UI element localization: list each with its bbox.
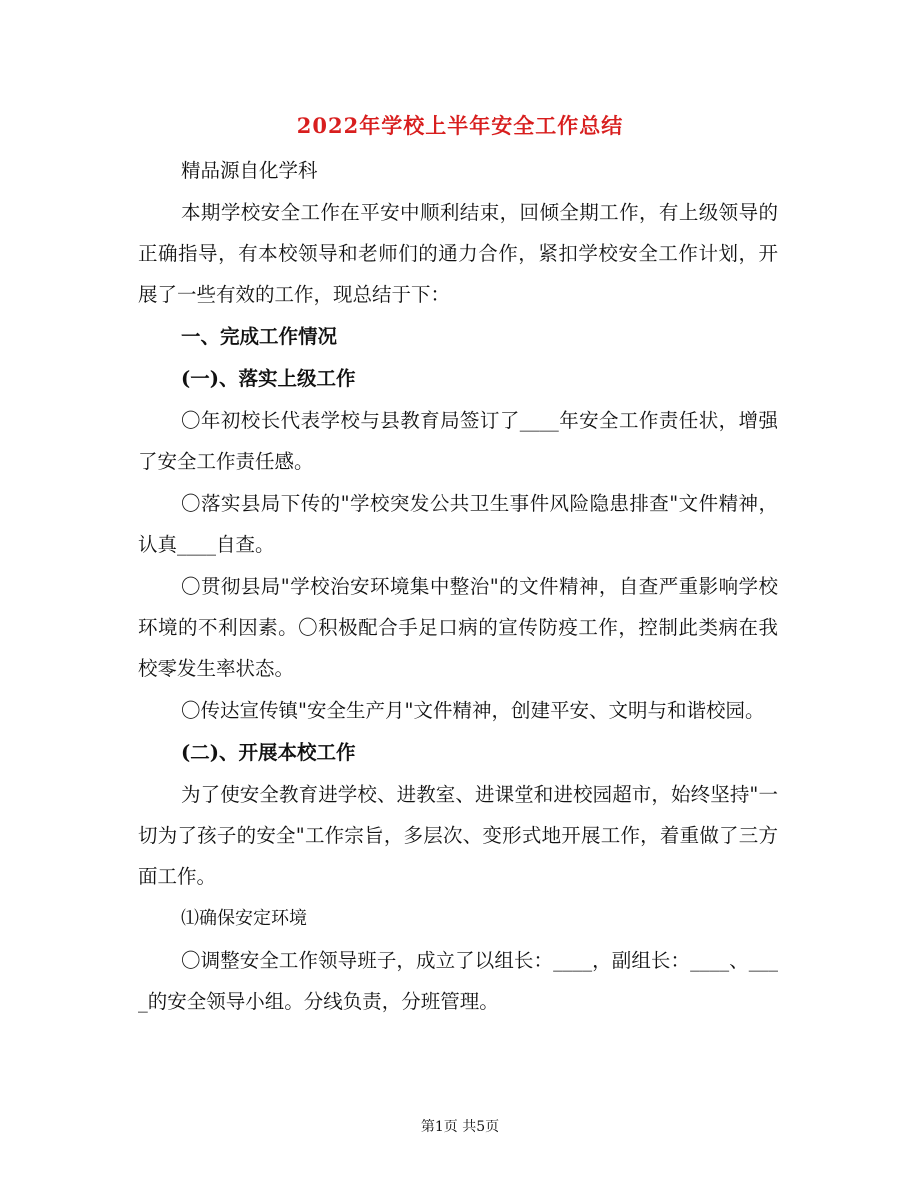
list-item: 〇落实县局下传的"学校突发公共卫生事件风险隐患排查"文件精神，认真____自查。 [138,492,778,556]
subsection-heading-2: (二)、开展本校工作 [181,741,356,764]
source-line: 精品源自化学科 [181,159,318,182]
document-body [138,150,778,1023]
sub-item-heading: ⑴确保安定环境 [181,908,307,929]
page-footer: 第1页 共5页 [420,1119,500,1135]
list-item: 〇调整安全工作领导班子，成立了以组长：____，副组长：____、____的安全领导小组。分线负责，分班管理。 [138,949,778,1013]
subsection-heading-1: (一)、落实上级工作 [181,367,356,390]
list-item: 〇年初校长代表学校与县教育局签订了____年安全工作责任状，增强了安全工作责任感。 [138,409,778,473]
list-item: 〇贯彻县局"学校治安环境集中整治"的文件精神，自查严重影响学校环境的不利因素。〇积极配合手足口病的宣传防疫工作，控制此类病在我校零发生率状态。 [138,575,778,680]
section-heading-1: 一、完成工作情况 [181,325,338,348]
document-title: 2022年学校上半年安全工作总结 [296,113,624,138]
list-item: 〇传达宣传镇"安全生产月"文件精神，创建平安、文明与和谐校园。 [181,699,765,722]
body-paragraph: 为了使安全教育进学校、进教室、进课堂和进校园超市，始终坚持"一切为了孩子的安全"工作宗旨，多层次、变形式地开展工作，着重做了三方面工作。 [138,783,778,888]
intro-paragraph: 本期学校安全工作在平安中顺利结束，回倾全期工作，有上级领导的正确指导，有本校领导和老师们的通力合作，紧扣学校安全工作计划，开展了一些有效的工作，现总结于下： [138,201,778,306]
